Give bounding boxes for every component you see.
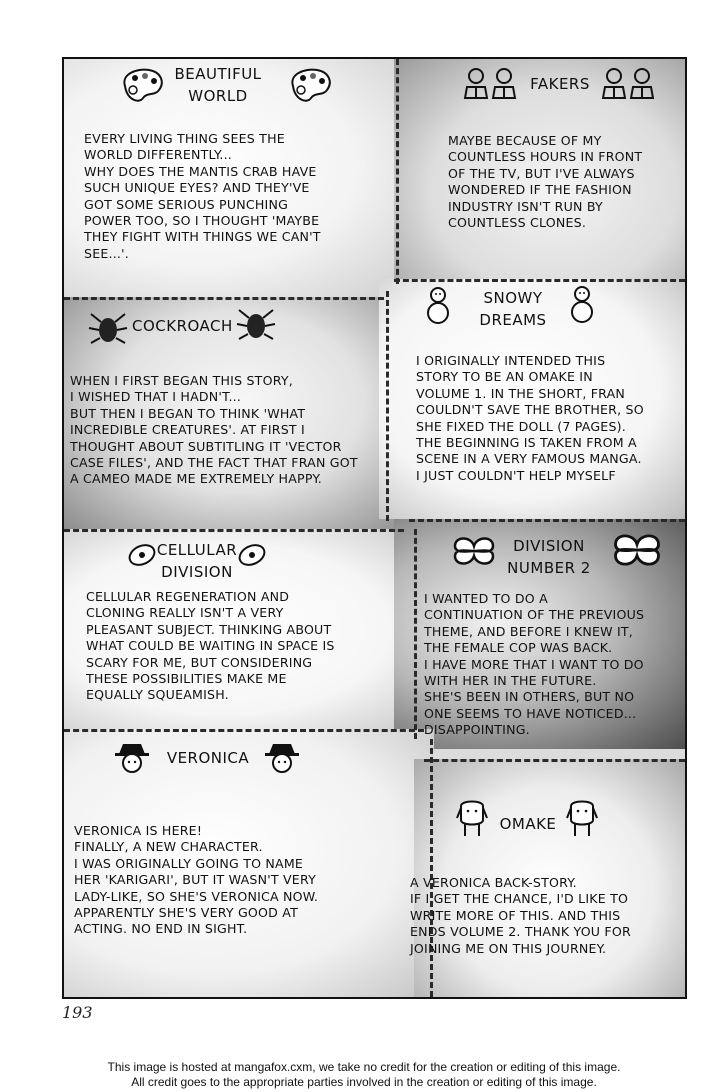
section-body-omake: A VERONICA BACK-STORY. IF I GET THE CHANCE, I'D LIKE TO WRITE MORE OF THIS. AND THIS ENDS VOLUME 2. THANK YOU FOR JOINING ME ON THIS JOURNEY. <box>410 875 631 956</box>
title-line: DREAMS <box>479 311 547 329</box>
snowman-icon <box>564 283 600 325</box>
section-body-fakers: MAYBE BECAUSE OF MY COUNTLESS HOURS IN FRONT OF THE TV, BUT I'VE ALWAYS WONDERED IF THE FASHION INDUSTRY ISN'T RUN BY COUNTLESS CLONES. <box>448 133 643 231</box>
dog-icon <box>564 797 600 839</box>
cockroach-icon <box>234 307 278 341</box>
title-line: NUMBER 2 <box>507 559 591 577</box>
section-body-division-number-2: I WANTED TO DO A CONTINUATION OF THE PREVIOUS THEME, AND BEFORE I KNEW IT, THE FEMALE COP WAS BACK. I HAVE MORE THAT I WANT TO DO WITH HER IN THE FUTURE. SHE'S BEEN IN OTHERS, BUT NO ONE SEEMS TO HAVE NOTICED... DISAPPOINTING. <box>424 591 645 738</box>
manga-page <box>62 57 687 999</box>
section-title-fakers: FAKERS <box>530 75 590 93</box>
section-title-cellular-division <box>152 539 242 583</box>
stitch-seam <box>430 739 433 997</box>
credit-line: All credit goes to the appropriate parties involved in the creation or editing of this image. <box>131 1075 597 1089</box>
stitch-seam <box>414 529 417 739</box>
cockroach-icon <box>86 311 130 345</box>
paint-palette-icon <box>118 65 166 105</box>
paint-palette-icon <box>286 65 334 105</box>
section-title-beautiful-world <box>168 63 268 107</box>
dividing-cell-icon <box>450 533 498 569</box>
cell-icon <box>236 541 268 569</box>
stitch-seam <box>64 729 424 732</box>
title-line: DIVISION <box>513 537 585 555</box>
section-body-veronica: VERONICA IS HERE! FINALLY, A NEW CHARACTER. I WAS ORIGINALLY GOING TO NAME HER 'KARIGARI', BUT IT WASN'T VERY LADY-LIKE, SO SHE'S VERONICA NOW. APPARENTLY SHE'S VERY GOOD AT ACTING. NO END IN SIGHT. <box>74 823 319 937</box>
section-title-snowy-dreams <box>478 287 548 331</box>
section-title-division-number-2 <box>504 535 594 579</box>
dividing-cell-icon <box>610 529 664 571</box>
stitch-seam <box>64 529 404 532</box>
section-body-beautiful-world: EVERY LIVING THING SEES THE WORLD DIFFERENTLY... WHY DOES THE MANTIS CRAB HAVE SUCH UNIQUE EYES? AND THEY'VE GOT SOME SERIOUS PUNCHING POWER TOO, SO I THOUGHT 'MAYBE THEY FIGHT WITH THINGS WE CAN'T SEE...'. <box>84 131 321 261</box>
title-line: CELLULAR <box>156 541 238 559</box>
stitch-seam <box>424 759 685 762</box>
section-title-omake: OMAKE <box>499 815 557 833</box>
title-line: BEAUTIFUL <box>174 65 262 83</box>
stitch-seam <box>64 297 384 300</box>
stitch-seam <box>396 59 399 284</box>
section-body-snowy-dreams: I ORIGINALLY INTENDED THIS STORY TO BE AN OMAKE IN VOLUME 1. IN THE SHORT, FRAN COULDN'T SAVE THE BROTHER, SO SHE FIXED THE DOLL (7 PAGES). THE BEGINNING IS TAKEN FROM A SCENE IN A VERY FAMOUS MANGA. I JUST COULDN'T HELP MYSELF <box>416 353 644 483</box>
girl-with-hat-icon <box>112 739 152 775</box>
credit-line: This image is hosted at mangafox.cxm, we take no credit for the creation or editing of this image. <box>107 1060 621 1074</box>
stitch-seam <box>409 519 685 522</box>
section-body-cellular-division: CELLULAR REGENERATION AND CLONING REALLY ISN'T A VERY PLEASANT SUBJECT. THINKING ABOUT WHAT COULD BE WAITING IN SPACE IS SCARY FOR ME, BUT CONSIDERING THESE POSSIBILITIES MAKE ME EQUALLY SQUEAMISH. <box>86 589 335 703</box>
suited-man-icon <box>600 67 656 99</box>
dog-icon <box>454 797 490 839</box>
section-title-cockroach: COCKROACH <box>132 317 233 335</box>
stitch-seam <box>394 279 685 282</box>
section-title-veronica: VERONICA <box>166 749 250 767</box>
title-line: DIVISION <box>161 563 233 581</box>
snowman-icon <box>420 285 456 325</box>
suited-man-icon <box>462 67 518 99</box>
page-number: 193 <box>62 1003 93 1022</box>
title-line: WORLD <box>188 87 248 105</box>
section-body-cockroach: WHEN I FIRST BEGAN THIS STORY, I WISHED THAT I HADN'T... BUT THEN I BEGAN TO THINK 'WHAT INCREDIBLE CREATURES'. AT FIRST I THOUGHT ABOUT SUBTITLING IT 'VECTOR CASE FILES', AND THE FACT THAT FRAN GOT A CAMEO MADE ME EXTREMELY HAPPY. <box>70 373 358 487</box>
title-line: SNOWY <box>483 289 543 307</box>
girl-with-hat-icon <box>262 739 302 775</box>
